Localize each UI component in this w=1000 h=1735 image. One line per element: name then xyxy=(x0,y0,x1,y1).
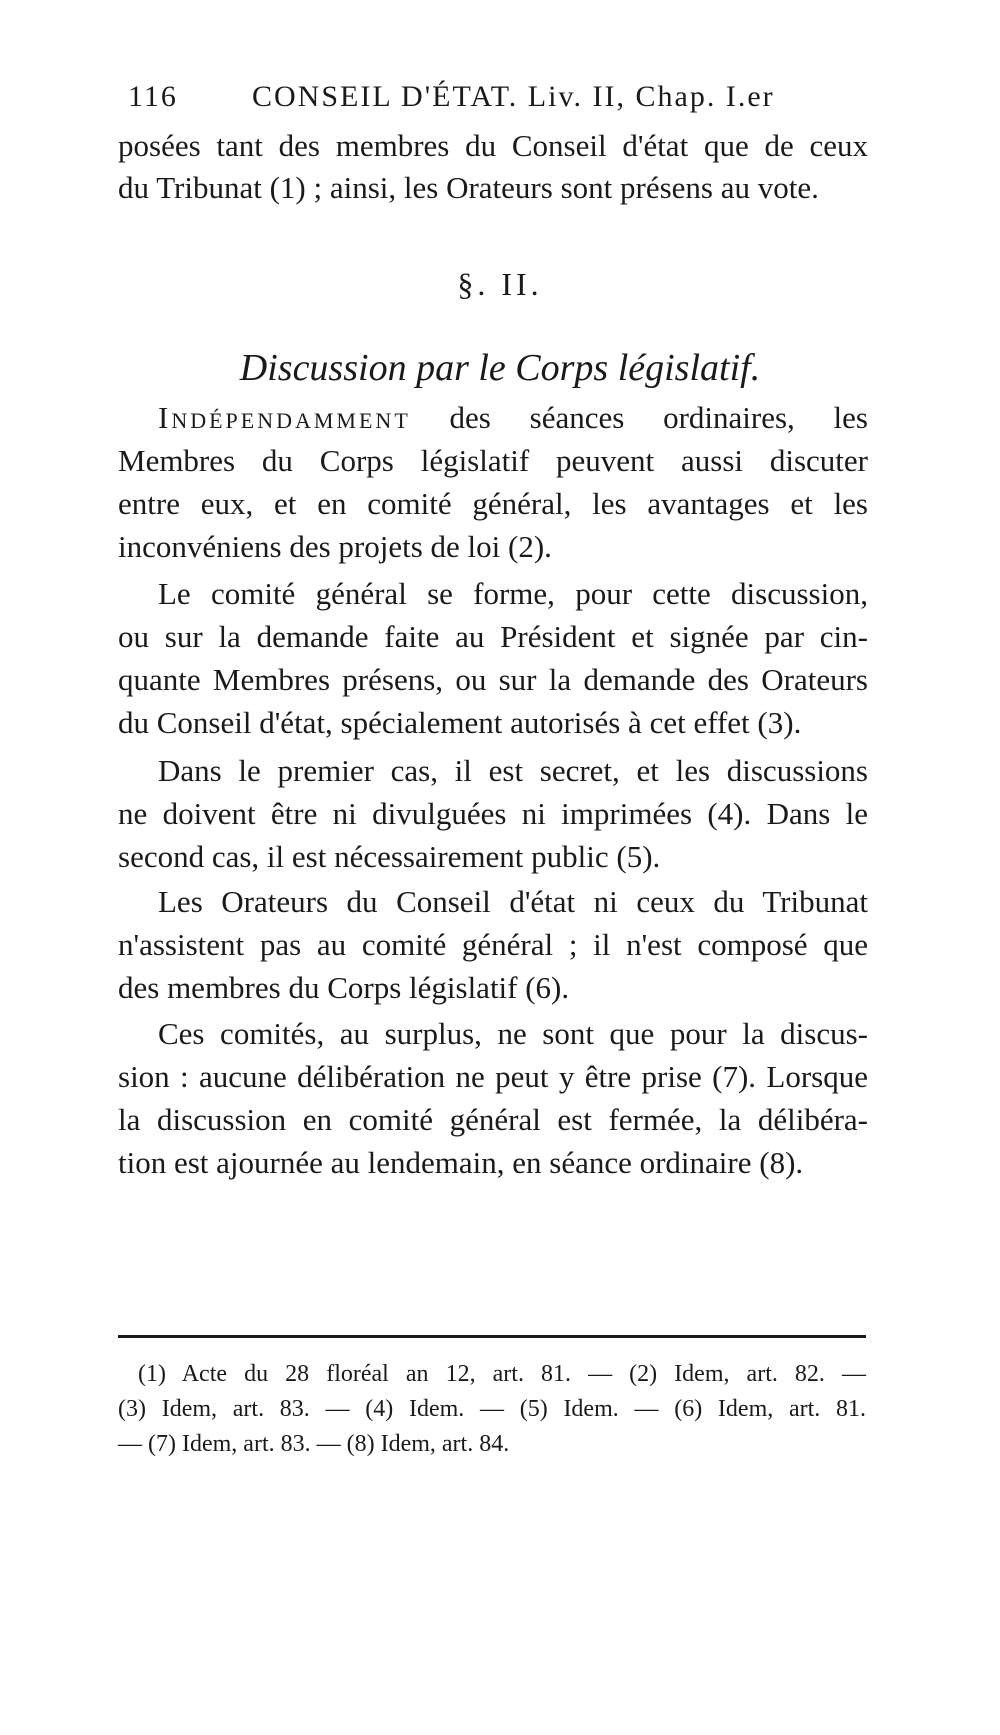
paragraph-line: du Conseil d'état, spécialement autorisés à cet effet (3). xyxy=(118,705,802,740)
section-number: §. II. xyxy=(457,266,543,302)
paragraph-line: ne doivent être ni divulguées ni imprimées (4). Dans le xyxy=(118,796,868,831)
text-line: posées tant des membres du Conseil d'état que de ceux xyxy=(118,128,868,163)
footnote-divider xyxy=(118,1335,866,1338)
paragraph-line: la discussion en comité général est fermée, la délibéra- xyxy=(118,1102,868,1137)
paragraph-line: Dans le premier cas, il est secret, et les discussions xyxy=(158,753,868,788)
section-title: Discussion par le Corps législatif. xyxy=(239,347,761,389)
paragraph-line: des membres du Corps législatif (6). xyxy=(118,970,570,1005)
running-head: CONSEIL D'ÉTAT. Liv. II, Chap. I.er xyxy=(252,80,775,113)
paragraph-line: second cas, il est nécessairement public (5). xyxy=(118,839,661,874)
footnote-line: (3) Idem, art. 83. — (4) Idem. — (5) Idem. — (6) Idem, art. 81. xyxy=(118,1396,866,1422)
paragraph-line: tion est ajournée au lendemain, en séance ordinaire (8). xyxy=(118,1145,804,1180)
paragraph-lead-word: Indépendamment xyxy=(158,400,411,435)
footnote-line: (1) Acte du 28 floréal an 12, art. 81. — (2) Idem, art. 82. — xyxy=(138,1361,866,1387)
paragraph-line: sion : aucune délibération ne peut y être prise (7). Lorsque xyxy=(118,1059,868,1094)
page-number: 116 xyxy=(128,80,178,113)
page-header xyxy=(128,80,868,116)
paragraph-line: Ces comités, au surplus, ne sont que pour la discus- xyxy=(158,1016,868,1051)
paragraph-line: Le comité général se forme, pour cette discussion, xyxy=(158,576,868,611)
paragraph-line: quante Membres présens, ou sur la demande des Orateurs xyxy=(118,662,868,697)
text-line: du Tribunat (1) ; ainsi, les Orateurs sont présens au vote. xyxy=(118,170,819,205)
paragraph-line: Les Orateurs du Conseil d'état ni ceux du Tribunat xyxy=(158,884,868,919)
footnote-line: — (7) Idem, art. 83. — (8) Idem, art. 84. xyxy=(118,1431,510,1457)
paragraph-line xyxy=(118,398,868,438)
paragraph-line: n'assistent pas au comité général ; il n'est composé que xyxy=(118,927,868,962)
paragraph-line: Membres du Corps législatif peuvent aussi discuter xyxy=(118,443,868,478)
paragraph-line: inconvéniens des projets de loi (2). xyxy=(118,529,552,564)
paragraph-line: ou sur la demande faite au Président et signée par cin- xyxy=(118,619,868,654)
paragraph-line: entre eux, et en comité général, les avantages et les xyxy=(118,486,868,521)
paragraph-text: des séances ordinaires, les xyxy=(449,400,868,435)
